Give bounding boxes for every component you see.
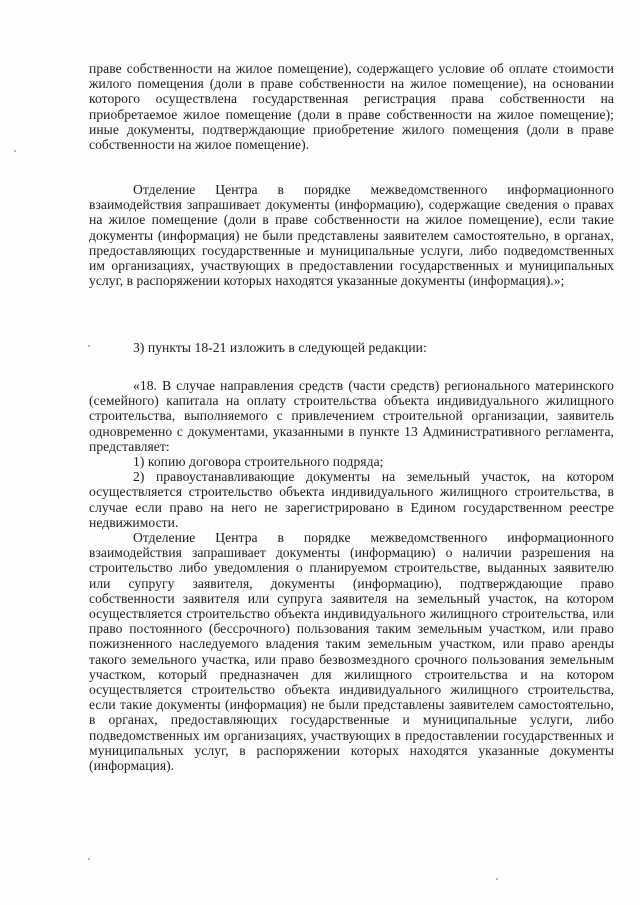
paragraph-interdepartmental-construction: Отделение Центра в порядке межведомственного информационного взаимодействия запрашивает документы (информацию) о наличии разрешения на строительство либо уведомления о планируемом строительстве, выданных заявителю или супругу заявителя, документы (информацию), подтверждающие право собственности заявителя или супруга заявителя на земельный участок, на котором осуществляется строительство объекта индивидуального жилищного строительства, или право постоянного (бессрочного) пользования таким земельным участком, или право пожизненного наследуемого владения таким земельным участком, или право аренды такого земельного участка, или право безвозмездного срочного пользования земельным участком, который предназначен для жилищного строительства и на котором осуществляется строительство объекта индивидуального жилищного строительства, если такие документы (информация) не были представлены заявителем самостоятельно, в органах, предоставляющих государственные и муниципальные услуги, либо подведомственных им организациях, участвующих в предоставлении государственных и муниципальных услуг, в распоряжении которых находятся указанные документы (информация). xyxy=(89,530,614,774)
subitem-land-documents: 2) правоустанавливающие документы на земельный участок, на котором осуществляется строительство объекта индивидуального жилищного строительства, в случае если право на него не зарегистрировано в Едином государственном реестре недвижимости. xyxy=(89,469,614,530)
subitem-contract-copy: 1) копию договора строительного подряда; xyxy=(133,454,384,470)
paragraph-18: «18. В случае направления средств (части средств) регионального материнского (семейного) капитала на оплату строительства объекта индивидуального жилищного строительства, выполняемого с привлечением строительной организации, заявитель одновременно с документами, указанными в пункте 13 Административного регламента, представляет: xyxy=(89,378,614,454)
scan-dot xyxy=(14,150,16,152)
text-block-item-3 xyxy=(89,340,614,355)
scan-dot xyxy=(496,878,498,880)
text-block-top xyxy=(89,61,614,152)
text-block-interdepartmental-housing xyxy=(89,182,614,288)
paragraph-ownership-documents: праве собственности на жилое помещение), содержащего условие об оплате стоимости жилого помещения (доли в праве собственности на жилое помещение), на основании которого осуществлена государственная регистрация права собственности на приобретаемое жилое помещение (доли в праве собственности на жилое помещение); иные документы, подтверждающие приобретение жилого помещения (доли в праве собственности на жилое помещение). xyxy=(89,61,614,153)
scan-dot xyxy=(88,858,90,860)
text-block-paragraph-18 xyxy=(89,378,614,773)
paragraph-interdepartmental-housing: Отделение Центра в порядке межведомственного информационного взаимодействия запрашивает документы (информацию), содержащие сведения о правах на жилое помещение (доли в праве собственности на жилое помещение), если такие документы (информация) не были представлены заявителем самостоятельно, в органах, предоставляющих государственные и муниципальные услуги, либо подведомственных им организациях, участвующих в предоставлении государственных и муниципальных услуг, в распоряжении которых находятся указанные документы (информация).»; xyxy=(89,182,614,289)
item-3-heading: 3) пункты 18-21 изложить в следующей редакции: xyxy=(133,340,427,355)
